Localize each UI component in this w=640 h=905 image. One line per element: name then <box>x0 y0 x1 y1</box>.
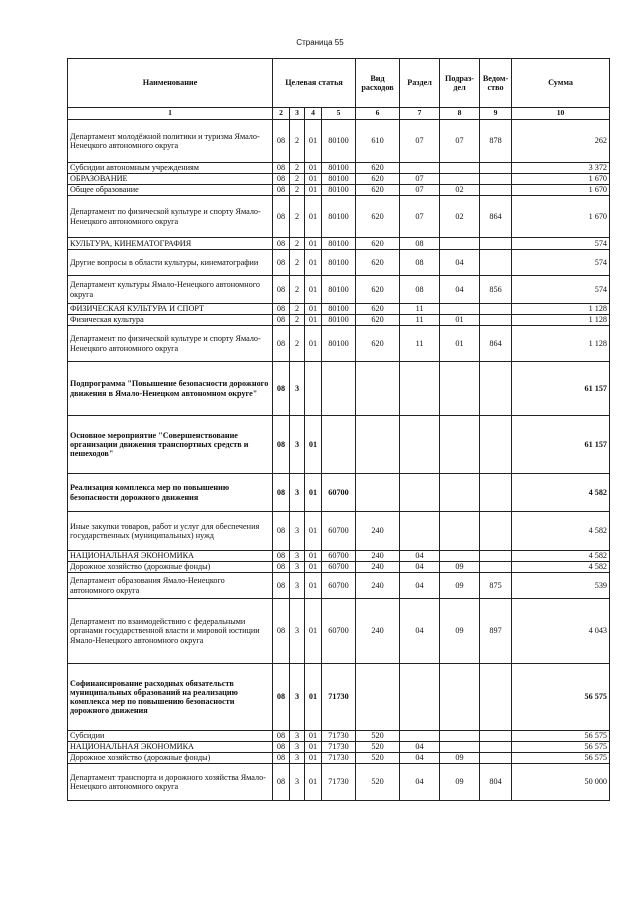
index-cell: 1 <box>68 108 273 120</box>
cell-rz <box>400 163 440 174</box>
cell-vr: 620 <box>356 238 400 250</box>
cell-c4 <box>322 416 356 474</box>
index-cell: 5 <box>322 108 356 120</box>
cell-name: Физическая культура <box>68 315 273 326</box>
index-cell: 9 <box>480 108 512 120</box>
cell-c1: 08 <box>273 664 290 731</box>
cell-ved <box>480 174 512 185</box>
cell-sum: 574 <box>512 250 610 276</box>
cell-c4: 80100 <box>322 163 356 174</box>
table-row <box>68 174 610 185</box>
table-row <box>68 362 610 416</box>
cell-name: Департамент по физической культуре и спорту Ямало-Ненецкого автономного округа <box>68 196 273 238</box>
cell-name: Департамент молодёжной политики и туризма Ямало-Ненецкого автономного округа <box>68 120 273 163</box>
cell-c3: 01 <box>305 664 322 731</box>
cell-ved <box>480 163 512 174</box>
cell-c3: 01 <box>305 599 322 664</box>
cell-vr <box>356 416 400 474</box>
cell-sum: 1 128 <box>512 315 610 326</box>
cell-rz <box>400 731 440 742</box>
cell-pr <box>440 362 480 416</box>
cell-c1: 08 <box>273 362 290 416</box>
cell-c1: 08 <box>273 163 290 174</box>
cell-vr: 620 <box>356 163 400 174</box>
cell-rz: 08 <box>400 250 440 276</box>
cell-rz: 08 <box>400 276 440 304</box>
cell-vr <box>356 664 400 731</box>
cell-vr: 610 <box>356 120 400 163</box>
table-row <box>68 185 610 196</box>
cell-c3: 01 <box>305 753 322 764</box>
cell-c3: 01 <box>305 315 322 326</box>
cell-c4: 80100 <box>322 196 356 238</box>
cell-c1: 08 <box>273 120 290 163</box>
cell-sum: 1 128 <box>512 326 610 362</box>
cell-sum: 4 582 <box>512 551 610 562</box>
cell-rz: 11 <box>400 315 440 326</box>
cell-name: ФИЗИЧЕСКАЯ КУЛЬТУРА И СПОРТ <box>68 304 273 315</box>
cell-c1: 08 <box>273 474 290 512</box>
cell-sum: 4 582 <box>512 562 610 573</box>
cell-c3: 01 <box>305 562 322 573</box>
cell-name: Департамент транспорта и дорожного хозяйства Ямало-Ненецкого автономного округа <box>68 764 273 801</box>
cell-c2: 2 <box>290 185 305 196</box>
cell-ved: 856 <box>480 276 512 304</box>
cell-pr: 04 <box>440 276 480 304</box>
cell-rz: 07 <box>400 174 440 185</box>
cell-pr <box>440 304 480 315</box>
cell-c4: 71730 <box>322 764 356 801</box>
cell-c1: 08 <box>273 512 290 551</box>
cell-c2: 2 <box>290 174 305 185</box>
cell-ved <box>480 474 512 512</box>
cell-pr: 02 <box>440 185 480 196</box>
cell-c2: 3 <box>290 416 305 474</box>
cell-c2: 3 <box>290 512 305 551</box>
cell-c3: 01 <box>305 573 322 599</box>
cell-name: Дорожное хозяйство (дорожные фонды) <box>68 753 273 764</box>
cell-pr: 09 <box>440 764 480 801</box>
cell-c4: 80100 <box>322 250 356 276</box>
cell-c2: 3 <box>290 362 305 416</box>
table-row <box>68 764 610 801</box>
cell-c4 <box>322 362 356 416</box>
cell-c3: 01 <box>305 551 322 562</box>
cell-name: Основное мероприятие "Совершенствование организации движения транспортных средств и пешеходов" <box>68 416 273 474</box>
cell-ved: 864 <box>480 196 512 238</box>
cell-vr: 520 <box>356 731 400 742</box>
cell-sum: 574 <box>512 276 610 304</box>
cell-c2: 2 <box>290 304 305 315</box>
cell-pr: 01 <box>440 326 480 362</box>
table-row <box>68 416 610 474</box>
cell-name: Подпрограмма "Повышение безопасности дорожного движения в Ямало-Ненецком автономном округе" <box>68 362 273 416</box>
table-row <box>68 304 610 315</box>
cell-pr: 04 <box>440 250 480 276</box>
header-subsection: Подраз-дел <box>440 59 480 108</box>
cell-rz: 04 <box>400 753 440 764</box>
header-sum: Сумма <box>512 59 610 108</box>
cell-name: ОБРАЗОВАНИЕ <box>68 174 273 185</box>
cell-rz <box>400 362 440 416</box>
table-row <box>68 731 610 742</box>
cell-rz: 04 <box>400 551 440 562</box>
cell-c1: 08 <box>273 742 290 753</box>
cell-c1: 08 <box>273 731 290 742</box>
cell-sum: 1 670 <box>512 185 610 196</box>
table-row <box>68 276 610 304</box>
cell-name: НАЦИОНАЛЬНАЯ ЭКОНОМИКА <box>68 551 273 562</box>
header-row <box>68 59 610 108</box>
cell-vr: 240 <box>356 551 400 562</box>
cell-c3: 01 <box>305 196 322 238</box>
cell-c4: 71730 <box>322 742 356 753</box>
table-row <box>68 163 610 174</box>
cell-rz: 04 <box>400 599 440 664</box>
cell-sum: 3 372 <box>512 163 610 174</box>
cell-c2: 3 <box>290 742 305 753</box>
page-number: Страница 55 <box>296 38 344 47</box>
cell-c1: 08 <box>273 196 290 238</box>
cell-ved <box>480 304 512 315</box>
cell-rz <box>400 664 440 731</box>
table-row <box>68 238 610 250</box>
cell-ved <box>480 512 512 551</box>
cell-vr: 620 <box>356 304 400 315</box>
cell-c1: 08 <box>273 573 290 599</box>
cell-c3: 01 <box>305 764 322 801</box>
cell-c4: 60700 <box>322 512 356 551</box>
cell-ved <box>480 250 512 276</box>
table-row <box>68 250 610 276</box>
cell-c1: 08 <box>273 276 290 304</box>
table-row <box>68 753 610 764</box>
cell-vr: 620 <box>356 196 400 238</box>
cell-sum: 1 128 <box>512 304 610 315</box>
cell-ved: 875 <box>480 573 512 599</box>
index-cell: 6 <box>356 108 400 120</box>
cell-name: Департамент по взаимодействию с федеральными органами государственной власти и мировой юстиции Ямало-Ненецкого автономного округа <box>68 599 273 664</box>
cell-c2: 3 <box>290 753 305 764</box>
header-name: Наименование <box>68 59 273 108</box>
cell-sum: 4 582 <box>512 474 610 512</box>
cell-c1: 08 <box>273 326 290 362</box>
cell-c4: 80100 <box>322 120 356 163</box>
index-cell: 7 <box>400 108 440 120</box>
cell-sum: 50 000 <box>512 764 610 801</box>
cell-c2: 2 <box>290 238 305 250</box>
cell-name: Общее образование <box>68 185 273 196</box>
index-cell: 10 <box>512 108 610 120</box>
cell-sum: 574 <box>512 238 610 250</box>
cell-vr: 520 <box>356 764 400 801</box>
cell-vr: 620 <box>356 315 400 326</box>
cell-c4: 60700 <box>322 551 356 562</box>
cell-c4: 80100 <box>322 304 356 315</box>
cell-ved <box>480 416 512 474</box>
cell-sum: 56 575 <box>512 742 610 753</box>
cell-name: Софинансирование расходных обязательств муниципальных образований на реализацию комплекса мер по повышению безопасности дорожного движения <box>68 664 273 731</box>
header-target: Целевая статья <box>273 59 356 108</box>
cell-c3: 01 <box>305 250 322 276</box>
cell-sum: 56 575 <box>512 731 610 742</box>
cell-c3: 01 <box>305 416 322 474</box>
cell-c2: 3 <box>290 474 305 512</box>
cell-c2: 2 <box>290 326 305 362</box>
cell-vr: 620 <box>356 174 400 185</box>
cell-rz: 07 <box>400 120 440 163</box>
cell-ved <box>480 562 512 573</box>
header-section: Раздел <box>400 59 440 108</box>
cell-c4: 71730 <box>322 731 356 742</box>
cell-vr: 620 <box>356 185 400 196</box>
budget-table <box>67 58 610 801</box>
cell-c3: 01 <box>305 238 322 250</box>
cell-name: Субсидии автономным учреждениям <box>68 163 273 174</box>
cell-vr <box>356 474 400 512</box>
header-department: Ведом-ство <box>480 59 512 108</box>
cell-vr: 240 <box>356 512 400 551</box>
cell-pr: 09 <box>440 562 480 573</box>
cell-c2: 2 <box>290 315 305 326</box>
cell-name: Департамент по физической культуре и спорту Ямало-Ненецкого автономного округа <box>68 326 273 362</box>
index-cell: 2 <box>273 108 290 120</box>
cell-c4: 60700 <box>322 573 356 599</box>
cell-sum: 262 <box>512 120 610 163</box>
cell-ved: 864 <box>480 326 512 362</box>
table-row <box>68 573 610 599</box>
table-row <box>68 196 610 238</box>
cell-ved: 897 <box>480 599 512 664</box>
table-row <box>68 664 610 731</box>
cell-c2: 3 <box>290 764 305 801</box>
cell-name: Субсидии <box>68 731 273 742</box>
cell-c2: 3 <box>290 664 305 731</box>
cell-pr <box>440 664 480 731</box>
cell-c4: 60700 <box>322 562 356 573</box>
cell-vr: 520 <box>356 753 400 764</box>
cell-ved: 804 <box>480 764 512 801</box>
table-row <box>68 120 610 163</box>
cell-c2: 2 <box>290 196 305 238</box>
cell-pr <box>440 742 480 753</box>
cell-c1: 08 <box>273 185 290 196</box>
cell-c3: 01 <box>305 326 322 362</box>
cell-pr <box>440 551 480 562</box>
cell-pr <box>440 731 480 742</box>
cell-ved <box>480 185 512 196</box>
cell-pr: 02 <box>440 196 480 238</box>
cell-c1: 08 <box>273 753 290 764</box>
cell-c4: 80100 <box>322 276 356 304</box>
cell-rz <box>400 474 440 512</box>
cell-c4: 71730 <box>322 664 356 731</box>
cell-c4: 80100 <box>322 326 356 362</box>
table-row <box>68 742 610 753</box>
cell-sum: 61 157 <box>512 362 610 416</box>
cell-ved <box>480 238 512 250</box>
cell-pr: 07 <box>440 120 480 163</box>
cell-vr: 240 <box>356 599 400 664</box>
cell-vr: 520 <box>356 742 400 753</box>
cell-c1: 08 <box>273 551 290 562</box>
cell-c1: 08 <box>273 250 290 276</box>
cell-vr: 620 <box>356 276 400 304</box>
table-row <box>68 326 610 362</box>
cell-sum: 1 670 <box>512 196 610 238</box>
cell-c4: 60700 <box>322 599 356 664</box>
cell-ved <box>480 362 512 416</box>
cell-ved <box>480 753 512 764</box>
cell-c1: 08 <box>273 315 290 326</box>
cell-pr: 09 <box>440 753 480 764</box>
cell-sum: 56 575 <box>512 664 610 731</box>
cell-ved: 878 <box>480 120 512 163</box>
cell-vr: 620 <box>356 326 400 362</box>
cell-vr: 240 <box>356 573 400 599</box>
cell-name: Реализация комплекса мер по повышению безопасности дорожного движения <box>68 474 273 512</box>
cell-name: Департамент образования Ямало-Ненецкого автономного округа <box>68 573 273 599</box>
cell-name: НАЦИОНАЛЬНАЯ ЭКОНОМИКА <box>68 742 273 753</box>
cell-c2: 2 <box>290 250 305 276</box>
cell-c2: 3 <box>290 731 305 742</box>
cell-name: Департамент культуры Ямало-Ненецкого автономного округа <box>68 276 273 304</box>
cell-c3: 01 <box>305 163 322 174</box>
cell-sum: 61 157 <box>512 416 610 474</box>
cell-vr: 240 <box>356 562 400 573</box>
table-row <box>68 512 610 551</box>
cell-rz: 04 <box>400 573 440 599</box>
cell-rz: 04 <box>400 742 440 753</box>
cell-c3: 01 <box>305 185 322 196</box>
cell-c2: 3 <box>290 562 305 573</box>
table-row <box>68 551 610 562</box>
table-row <box>68 599 610 664</box>
cell-rz: 11 <box>400 304 440 315</box>
cell-pr: 09 <box>440 573 480 599</box>
cell-c3: 01 <box>305 276 322 304</box>
cell-name: Другие вопросы в области культуры, кинематографии <box>68 250 273 276</box>
cell-c3: 01 <box>305 731 322 742</box>
cell-c2: 3 <box>290 573 305 599</box>
cell-rz: 04 <box>400 562 440 573</box>
cell-c1: 08 <box>273 764 290 801</box>
cell-ved <box>480 731 512 742</box>
cell-pr <box>440 416 480 474</box>
index-cell: 4 <box>305 108 322 120</box>
cell-name: КУЛЬТУРА, КИНЕМАТОГРАФИЯ <box>68 238 273 250</box>
cell-sum: 1 670 <box>512 174 610 185</box>
index-cell: 8 <box>440 108 480 120</box>
cell-c1: 08 <box>273 599 290 664</box>
cell-c1: 08 <box>273 174 290 185</box>
cell-c2: 2 <box>290 163 305 174</box>
index-row <box>68 108 610 120</box>
cell-name: Иные закупки товаров, работ и услуг для обеспечения государственных (муниципальных) нужд <box>68 512 273 551</box>
cell-c2: 3 <box>290 551 305 562</box>
cell-pr <box>440 163 480 174</box>
cell-ved <box>480 551 512 562</box>
cell-c2: 2 <box>290 276 305 304</box>
cell-c1: 08 <box>273 304 290 315</box>
header-expense-type: Вид расходов <box>356 59 400 108</box>
cell-c3: 01 <box>305 742 322 753</box>
cell-c4: 60700 <box>322 474 356 512</box>
cell-c2: 3 <box>290 599 305 664</box>
cell-rz <box>400 416 440 474</box>
cell-c1: 08 <box>273 562 290 573</box>
cell-sum: 4 043 <box>512 599 610 664</box>
cell-c3 <box>305 362 322 416</box>
cell-rz: 04 <box>400 764 440 801</box>
cell-pr <box>440 512 480 551</box>
table-row <box>68 474 610 512</box>
cell-pr <box>440 174 480 185</box>
cell-c4: 80100 <box>322 185 356 196</box>
index-cell: 3 <box>290 108 305 120</box>
cell-rz: 08 <box>400 238 440 250</box>
cell-c3: 01 <box>305 474 322 512</box>
cell-pr: 01 <box>440 315 480 326</box>
cell-sum: 539 <box>512 573 610 599</box>
cell-c3: 01 <box>305 120 322 163</box>
cell-ved <box>480 664 512 731</box>
cell-ved <box>480 742 512 753</box>
cell-c1: 08 <box>273 416 290 474</box>
cell-rz <box>400 512 440 551</box>
cell-rz: 07 <box>400 196 440 238</box>
table-row <box>68 562 610 573</box>
cell-rz: 07 <box>400 185 440 196</box>
cell-vr: 620 <box>356 250 400 276</box>
cell-pr <box>440 238 480 250</box>
cell-pr <box>440 474 480 512</box>
cell-sum: 56 575 <box>512 753 610 764</box>
cell-c4: 71730 <box>322 753 356 764</box>
cell-sum: 4 582 <box>512 512 610 551</box>
cell-vr <box>356 362 400 416</box>
cell-rz: 11 <box>400 326 440 362</box>
cell-c2: 2 <box>290 120 305 163</box>
cell-pr: 09 <box>440 599 480 664</box>
cell-c3: 01 <box>305 174 322 185</box>
cell-c4: 80100 <box>322 238 356 250</box>
table-row <box>68 315 610 326</box>
cell-c1: 08 <box>273 238 290 250</box>
cell-name: Дорожное хозяйство (дорожные фонды) <box>68 562 273 573</box>
cell-c3: 01 <box>305 512 322 551</box>
cell-c4: 80100 <box>322 174 356 185</box>
cell-c3: 01 <box>305 304 322 315</box>
cell-c4: 80100 <box>322 315 356 326</box>
cell-ved <box>480 315 512 326</box>
